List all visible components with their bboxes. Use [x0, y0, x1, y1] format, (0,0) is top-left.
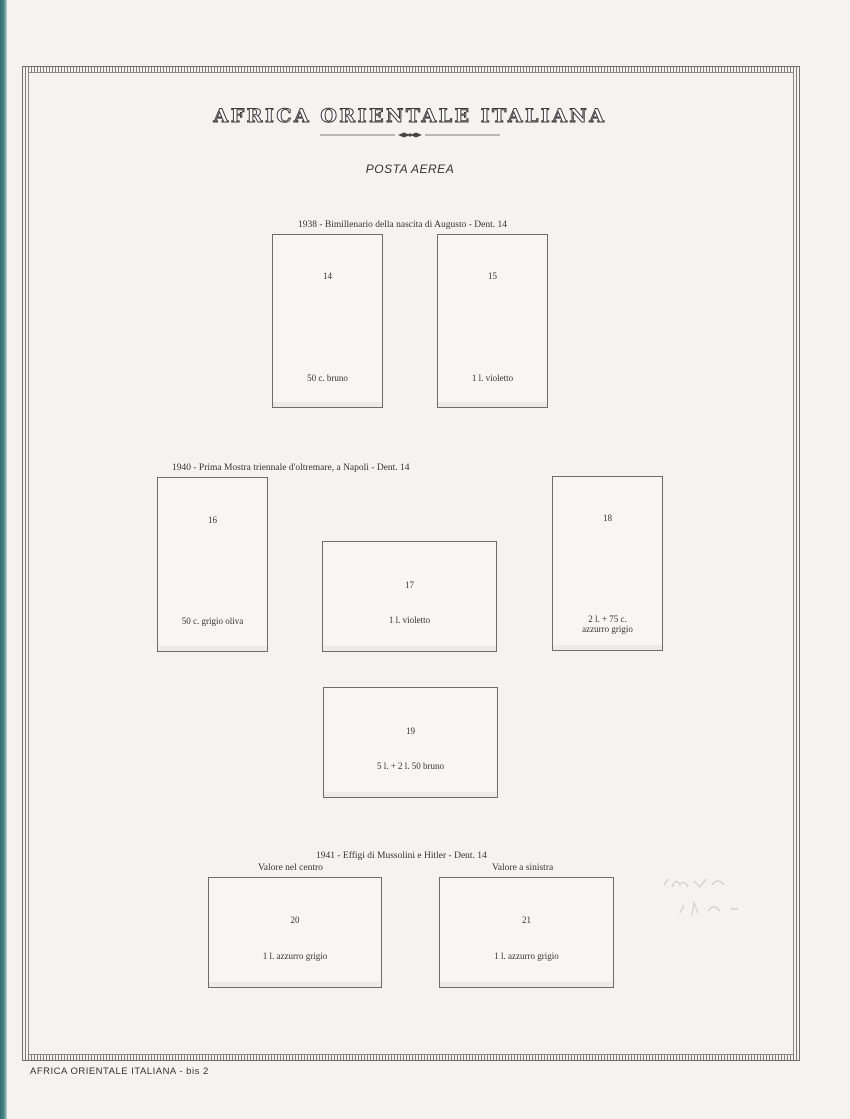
pencil-marks — [650, 875, 760, 925]
stamp-value: 1 l. violetto — [471, 373, 514, 383]
stamp-number: 17 — [405, 580, 414, 590]
stamp-mount — [323, 687, 498, 798]
stamp-value-line2: azzurro grigio — [582, 624, 633, 634]
stamp-number: 20 — [290, 915, 300, 925]
page-title: AFRICA ORIENTALE ITALIANA — [213, 105, 607, 127]
section-caption: 1941 - Effigi di Mussolini e Hitler - Dent. 14 — [316, 851, 487, 861]
stamp-value: 5 l. + 2 l. 50 bruno — [376, 761, 445, 771]
stamp-value: 1 l. azzurro grigio — [262, 951, 328, 961]
section-caption: 1938 - Bimillenario della nascita di Augusto - Dent. 14 — [298, 220, 507, 230]
stamp-value: 1 l. violetto — [388, 615, 431, 625]
stamp-number: 15 — [488, 271, 497, 281]
stamp-number: 18 — [603, 513, 612, 523]
stamp-number: 16 — [208, 515, 217, 525]
stamp-value: 50 c. grigio oliva — [181, 616, 244, 626]
stamp-number: 21 — [522, 915, 531, 925]
stamp-mount — [272, 234, 383, 408]
stamp-mount — [157, 477, 268, 652]
stamp-value: 2 l. + 75 c. — [588, 614, 627, 624]
section-caption: 1940 - Prima Mostra triennale d'oltremare, a Napoli - Dent. 14 — [172, 463, 410, 473]
page-subtitle: POSTA AEREA — [365, 162, 455, 176]
page-footer: AFRICA ORIENTALE ITALIANA - bis 2 — [30, 1066, 209, 1077]
stamp-value: 50 c. bruno — [307, 373, 348, 383]
stamp-mount — [439, 877, 614, 988]
stamp-number: 14 — [323, 271, 332, 281]
stamp-number: 19 — [406, 726, 415, 736]
stamp-value: 1 l. azzurro grigio — [494, 951, 559, 961]
stamp-mount — [552, 476, 663, 651]
sub-caption-right: Valore a sinistra — [492, 863, 554, 873]
stamp-mount — [208, 877, 382, 988]
title-ornament — [320, 132, 500, 138]
stamp-mount — [322, 541, 497, 652]
sub-caption-left: Valore nel centro — [258, 863, 323, 873]
stamp-mount — [437, 234, 548, 408]
